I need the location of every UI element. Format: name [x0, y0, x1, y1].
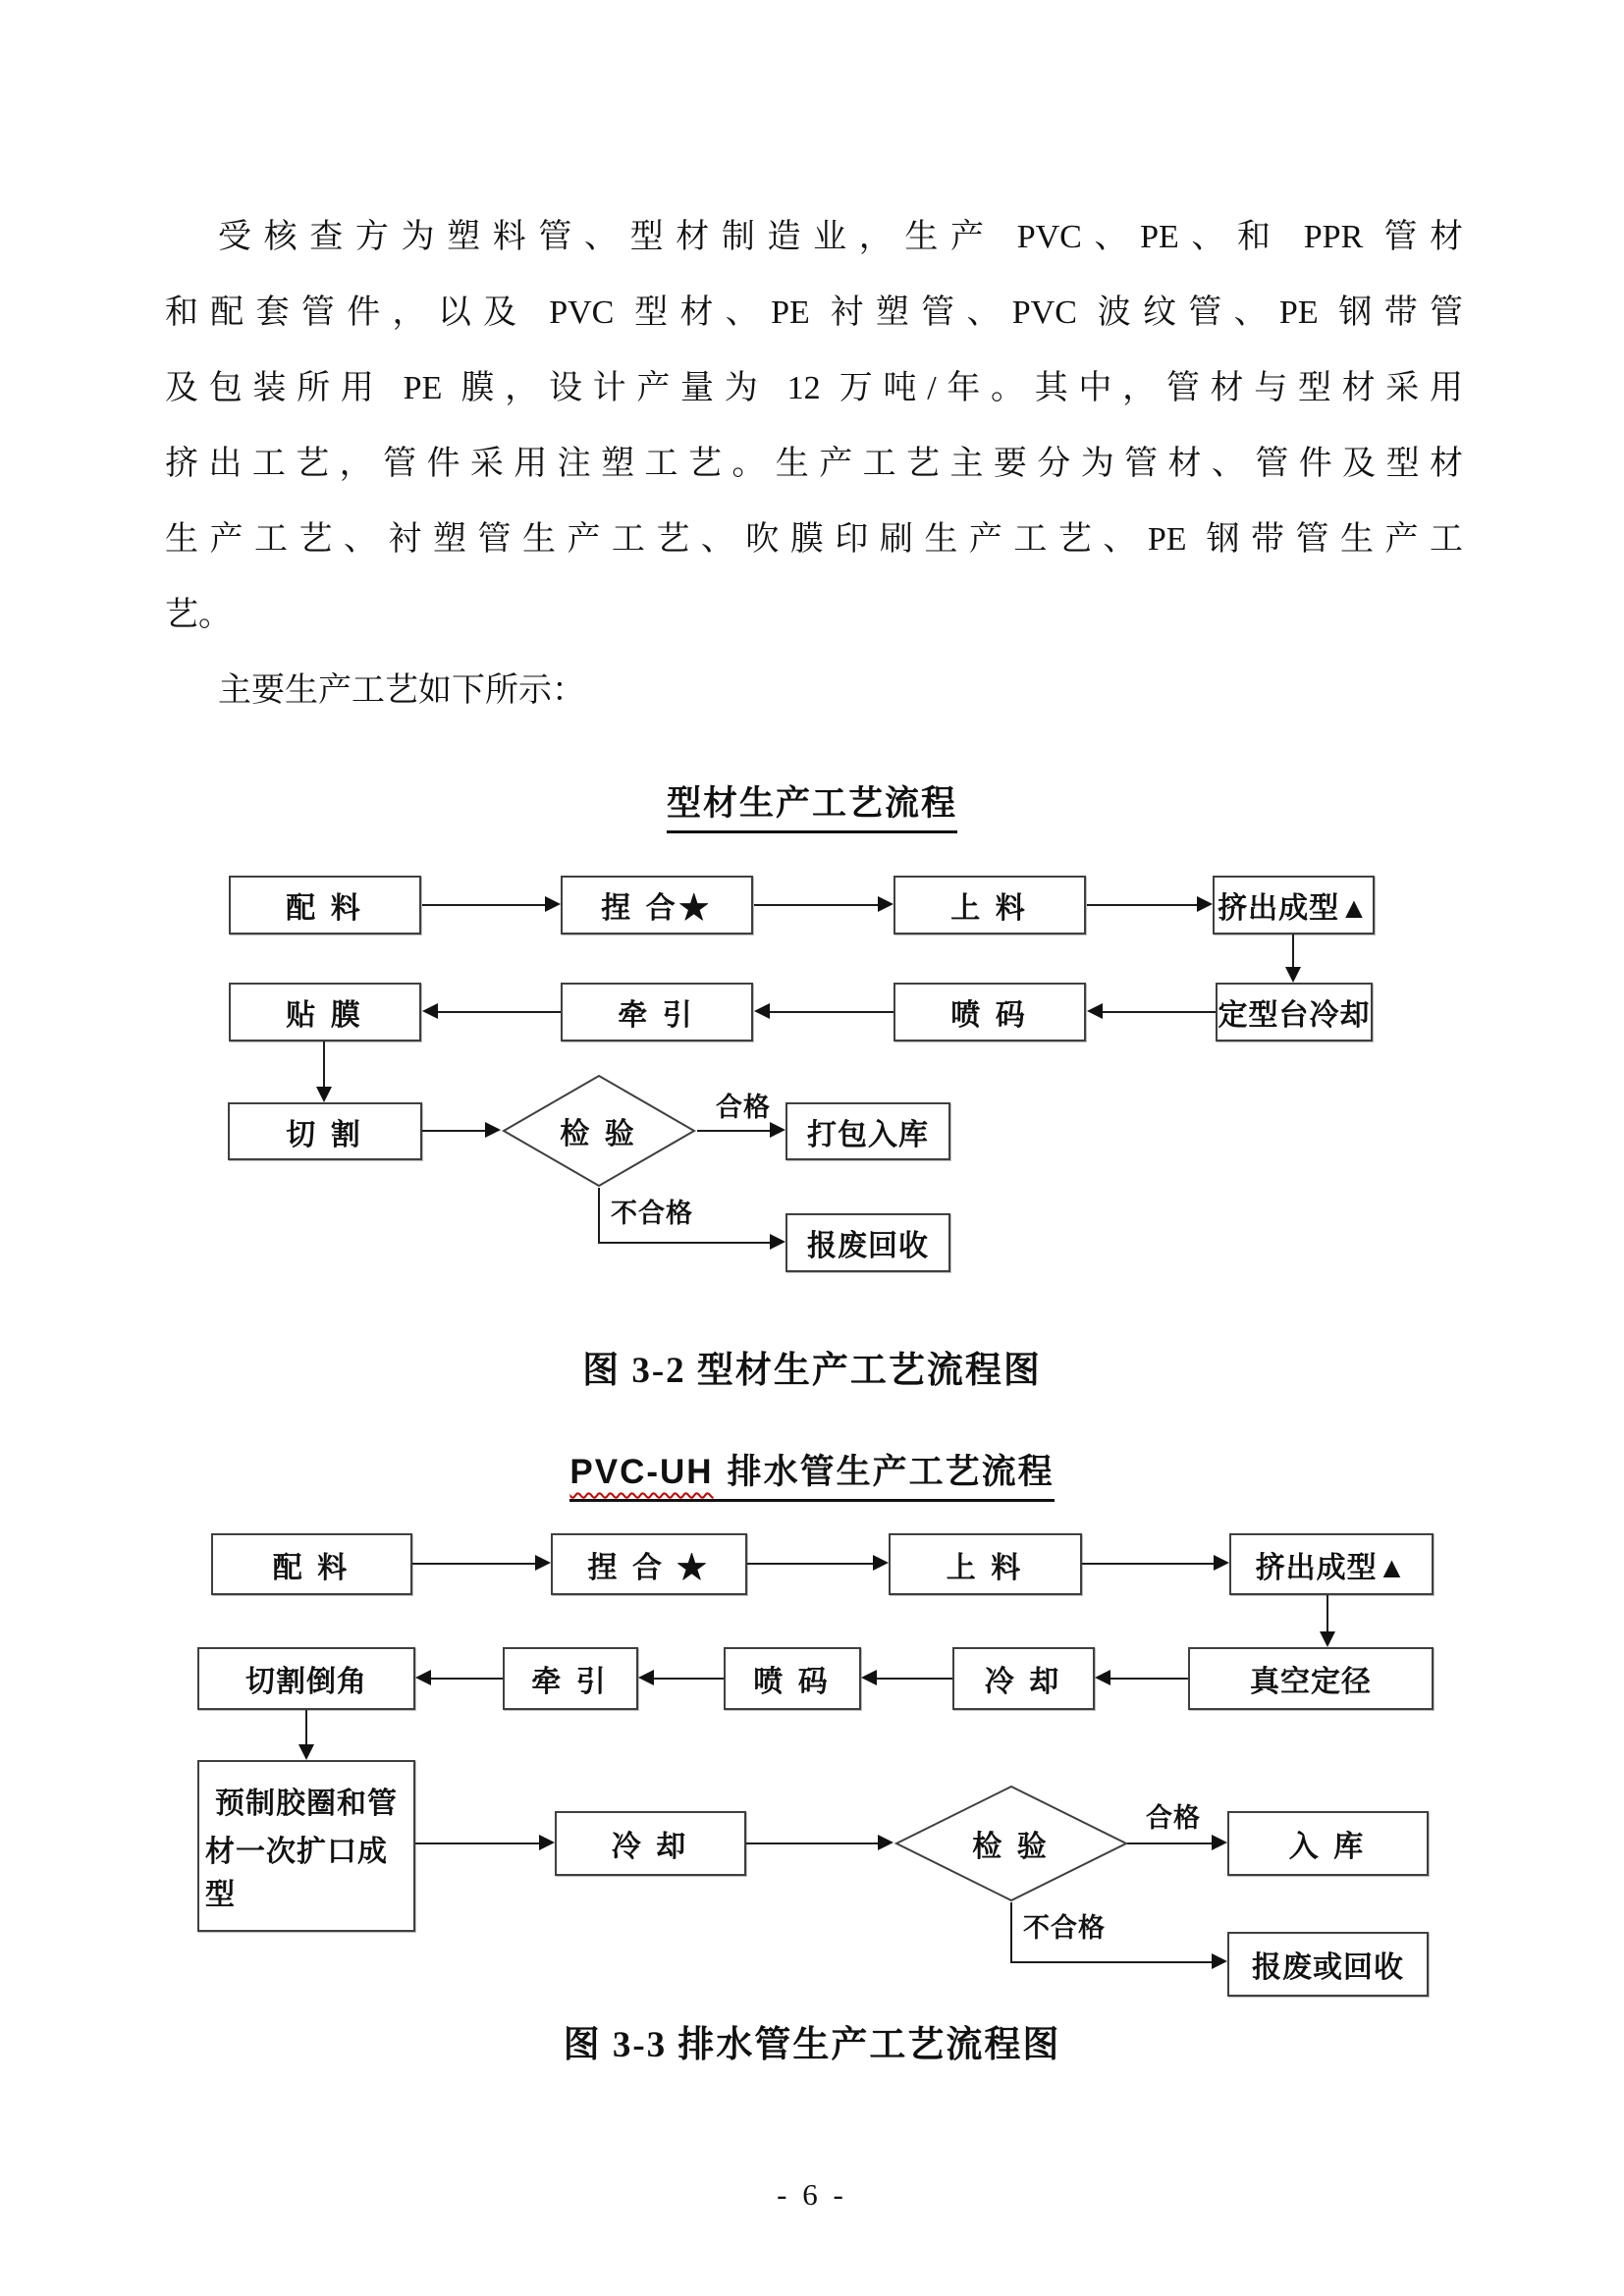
arrow-line — [1110, 1678, 1188, 1680]
body-paragraph — [165, 199, 1463, 728]
arrowhead-left — [861, 1670, 877, 1685]
page-number: - 6 - — [777, 2177, 847, 2212]
arrow-line — [1082, 1563, 1214, 1565]
arrowhead-left — [422, 1003, 438, 1019]
arrowhead-down — [1320, 1631, 1335, 1647]
flow-node-traction-2: 牵 引 — [503, 1647, 638, 1710]
arrowhead-left — [1087, 1003, 1103, 1019]
connector-line — [598, 1188, 600, 1243]
flow-node-extrusion-molding-2: 挤出成型▲ — [1229, 1533, 1434, 1595]
flow-node-feeding-2: 上 料 — [889, 1533, 1082, 1595]
arrowhead-right — [1212, 1953, 1227, 1969]
figure2-title-cjk: 排水管生产工艺流程 — [727, 1453, 1055, 1491]
preform-line2: 材一次扩口成型 — [205, 1836, 388, 1912]
arrow-line — [654, 1678, 724, 1680]
arrow-line — [415, 1842, 539, 1844]
paragraph-line: 和配套管件，以及 PVC 型材、PE 衬塑管、PVC 波纹管、PE 钢带管 — [165, 294, 1463, 331]
edge-label-fail: 不合格 — [1023, 1913, 1106, 1943]
flow-node-warehousing: 入 库 — [1227, 1811, 1429, 1876]
flow-node-packing-warehousing: 打包入库 — [785, 1102, 950, 1160]
arrowhead-right — [545, 896, 561, 912]
arrow-line — [598, 1242, 770, 1244]
flow-node-kneading-2: 捏 合 ★ — [551, 1533, 747, 1595]
arrow-line — [1010, 1961, 1212, 1963]
arrow-line — [422, 904, 545, 906]
flow-node-scrap-recycling: 报废回收 — [785, 1213, 950, 1272]
arrowhead-down — [316, 1087, 332, 1102]
flow-node-cooling-2: 冷 却 — [555, 1811, 746, 1876]
edge-label-pass: 合格 — [1146, 1803, 1201, 1833]
arrowhead-right — [485, 1122, 501, 1138]
arrowhead-right — [770, 1234, 785, 1250]
connector-line — [1292, 934, 1294, 967]
flow-node-film-lamination: 贴 膜 — [229, 983, 421, 1041]
figure1-caption: 图 3-2 型材生产工艺流程图 — [582, 1351, 1042, 1391]
paragraph-line: 挤出工艺，管件采用注塑工艺。生产工艺主要分为管材、管件及型材 — [165, 446, 1463, 482]
arrow-line — [754, 904, 878, 906]
flow-node-cutting-chamfering: 切割倒角 — [197, 1647, 415, 1710]
arrowhead-right — [873, 1555, 889, 1571]
paragraph-line: 受核查方为塑料管、型材制造业，生产 PVC、PE、和 PPR 管材 — [218, 219, 1463, 255]
paragraph-line: 艺。 — [165, 597, 232, 633]
edge-label-fail: 不合格 — [611, 1199, 693, 1228]
flow-node-vacuum-sizing: 真空定径 — [1188, 1647, 1434, 1710]
flow-node-feeding: 上 料 — [893, 876, 1086, 934]
flow-node-kneading: 捏 合★ — [561, 876, 753, 934]
arrow-line — [1087, 904, 1197, 906]
figure2-title-text — [569, 1445, 1054, 1502]
flow-node-cutting: 切 割 — [228, 1102, 422, 1160]
arrowhead-right — [535, 1555, 551, 1571]
lead-in-sentence: 主要生产工艺如下所示： — [218, 672, 585, 709]
flow-node-inkjet-coding-2: 喷 码 — [724, 1647, 861, 1710]
figure2-title-latin: PVC-UH — [569, 1453, 714, 1491]
arrow-line — [877, 1678, 952, 1680]
flow-node-traction: 牵 引 — [561, 983, 753, 1041]
paragraph-line: 生产工艺、衬塑管生产工艺、吹膜印刷生产工艺、PE 钢带管生产工 — [165, 521, 1463, 558]
preform-line1: 预制胶圈和管 — [215, 1787, 398, 1820]
flow-node-inkjet-coding: 喷 码 — [893, 983, 1086, 1041]
flow-node-preform-flaring — [197, 1760, 415, 1932]
decision-label-inspection: 检 验 — [560, 1118, 638, 1150]
figure2-caption: 图 3-3 排水管生产工艺流程图 — [563, 2025, 1061, 2065]
flow-node-shaping-table-cooling: 定型台冷却 — [1216, 983, 1373, 1041]
arrow-line — [422, 1130, 485, 1132]
arrowhead-left — [1095, 1670, 1110, 1685]
flow-node-batching-2: 配 料 — [211, 1533, 412, 1595]
arrowhead-down — [298, 1744, 314, 1760]
connector-line — [323, 1041, 325, 1087]
arrowhead-left — [754, 1003, 770, 1019]
connector-line — [1010, 1902, 1012, 1962]
arrow-line — [412, 1563, 535, 1565]
arrowhead-left — [415, 1670, 431, 1685]
arrowhead-right — [1214, 1555, 1229, 1571]
flow-node-batching: 配 料 — [229, 876, 421, 934]
arrow-line — [747, 1563, 873, 1565]
arrow-line — [1103, 1011, 1216, 1013]
arrow-line — [697, 1130, 770, 1132]
arrow-line — [1127, 1842, 1212, 1844]
arrowhead-right — [1197, 896, 1213, 912]
arrowhead-down — [1285, 967, 1301, 983]
paragraph-line: 及包装所用 PE 膜，设计产量为 12 万吨/年。其中，管材与型材采用 — [165, 370, 1463, 406]
arrow-line — [746, 1842, 878, 1844]
decision-label-inspection-2: 检 验 — [972, 1831, 1051, 1863]
figure2-title — [0, 1445, 1624, 1502]
arrowhead-right — [878, 896, 893, 912]
figure1-title — [0, 776, 1624, 833]
figure1-title-text: 型材生产工艺流程 — [667, 776, 957, 833]
arrowhead-right — [1212, 1835, 1227, 1850]
arrow-line — [438, 1011, 561, 1013]
arrow-line — [431, 1678, 503, 1680]
connector-line — [305, 1710, 307, 1744]
arrowhead-right — [770, 1122, 785, 1138]
arrowhead-right — [539, 1835, 555, 1850]
flow-node-cooling: 冷 却 — [952, 1647, 1095, 1710]
arrow-line — [770, 1011, 893, 1013]
edge-label-pass: 合格 — [716, 1093, 771, 1122]
arrowhead-right — [878, 1835, 893, 1850]
flow-node-scrap-or-recycling: 报废或回收 — [1227, 1932, 1429, 1997]
connector-line — [1326, 1595, 1328, 1631]
arrowhead-left — [638, 1670, 654, 1685]
flow-node-extrusion-molding: 挤出成型▲ — [1213, 876, 1375, 934]
